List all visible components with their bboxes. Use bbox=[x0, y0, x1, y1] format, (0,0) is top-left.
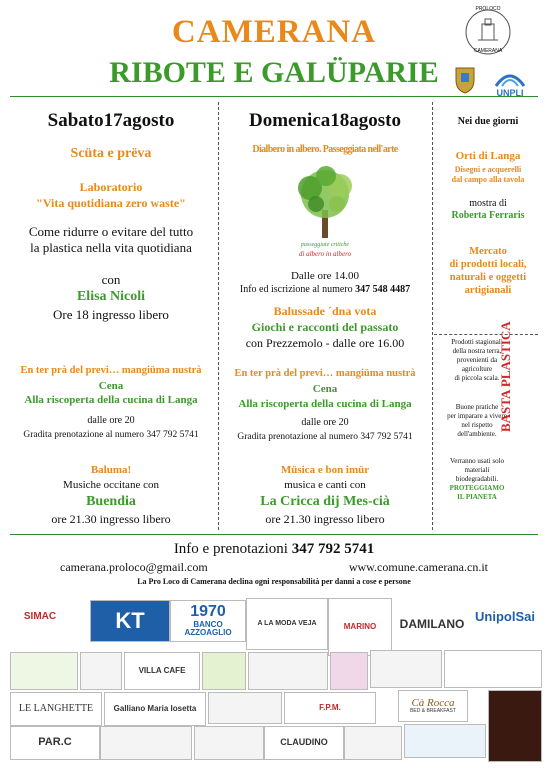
saturday-guest: Elisa Nicoli bbox=[76, 289, 146, 304]
sponsor-unipol-label: UnipolSai bbox=[475, 609, 535, 625]
sunday-games-with: con Prezzemolo - dalle ore 16.00 bbox=[245, 336, 405, 350]
poster-title: CAMERANA bbox=[171, 14, 377, 50]
sponsor-ca-rocca-sub: BED & BREAKFAST bbox=[410, 708, 456, 715]
saturday-dinner-time: dalle ore 20 bbox=[87, 415, 135, 426]
market-line-1: Mercato bbox=[469, 246, 507, 257]
saturday-dinner: Cena bbox=[98, 380, 124, 392]
protect-2: IL PIANETA bbox=[457, 493, 497, 501]
saturday-music-title: Baluma! bbox=[90, 464, 132, 476]
sponsor-marino-label: MARINO bbox=[343, 621, 377, 631]
proloco-logo bbox=[464, 8, 512, 56]
sponsor-langhette bbox=[10, 692, 102, 726]
sponsor-small-10 bbox=[194, 726, 264, 760]
plastic-text-10: Verranno usati solo bbox=[449, 457, 505, 465]
saturday-with: con bbox=[101, 272, 121, 287]
sponsor-simac-label: SIMAC bbox=[23, 610, 57, 622]
mostra-label: mostra di bbox=[469, 198, 507, 209]
sponsor-parc-label: PAR.C bbox=[38, 736, 72, 749]
orti-desc-1: Disegni e acquerelli bbox=[454, 165, 522, 174]
sunday-event1: Dialbero in albero. Passeggiata nell'arte bbox=[252, 144, 398, 155]
saturday-band-time: ore 21.30 ingresso libero bbox=[51, 512, 171, 526]
plastic-text-4: agricolture bbox=[461, 365, 493, 373]
orti-desc-2: dal campo alla tavola bbox=[451, 175, 525, 184]
sponsor-claudino-label: CLAUDINO bbox=[280, 737, 328, 748]
info-phone: 347 792 5741 bbox=[291, 541, 375, 557]
saturday-music-desc: Musiche occitane con bbox=[63, 479, 159, 491]
sunday-time: Dalle ore 14.00 bbox=[290, 270, 360, 282]
sunday-date: Domenica18agosto bbox=[249, 110, 401, 131]
tree-caption-1: passeggiate critiche bbox=[300, 242, 350, 248]
sponsor-claudino bbox=[264, 726, 344, 760]
market-line-4: artigianali bbox=[464, 285, 512, 296]
basta-plastica-vertical: BASTA PLASTICA bbox=[498, 321, 513, 432]
saturday-date: Sabato17agosto bbox=[47, 110, 175, 131]
sunday-signup-number: 347 548 4487 bbox=[355, 284, 411, 295]
sponsor-banco-year: 1970 bbox=[190, 603, 226, 621]
sponsor-damilano bbox=[396, 602, 468, 646]
orti-title: Orti di Langa bbox=[455, 150, 521, 162]
crest-icon bbox=[454, 64, 476, 94]
column-divider-left bbox=[218, 102, 219, 530]
tree-logo bbox=[282, 162, 368, 262]
tree-icon bbox=[282, 162, 368, 242]
sponsor-fpm bbox=[284, 692, 376, 724]
sponsor-small-4 bbox=[248, 652, 328, 690]
saturday-band: Buendia bbox=[86, 494, 136, 509]
unpli-icon bbox=[492, 64, 528, 90]
market-line-2: di prodotti locali, bbox=[449, 259, 527, 270]
sunday-signup: Info ed iscrizione al numero bbox=[239, 284, 353, 295]
website-link[interactable]: www.comune.camerana.cn.it bbox=[348, 560, 488, 574]
both-days-header: Nei due giorni bbox=[457, 116, 519, 127]
sunday-dinner-title: En ter prà del previ… mangiüma nustrà bbox=[234, 368, 416, 379]
sunday-signup-line bbox=[222, 284, 428, 295]
sponsor-ca-rocca bbox=[398, 690, 468, 722]
market-line-3: naturali e oggetti bbox=[449, 272, 527, 283]
sunday-band: La Cricca dij Mes-cià bbox=[260, 494, 390, 509]
protect-1: PROTEGGIAMO bbox=[449, 484, 505, 492]
poster-subtitle: RIBOTE E GALÜPARIE bbox=[109, 56, 439, 89]
unpli-label: UNPLI bbox=[496, 88, 524, 98]
column-divider-right bbox=[432, 102, 433, 530]
sunday-column bbox=[222, 102, 428, 532]
saturday-event1: Scüta e prëva bbox=[70, 146, 152, 161]
plastic-text-1: Prodotti stagionali bbox=[451, 338, 503, 346]
artist-name: Roberta Ferraris bbox=[451, 210, 525, 221]
info-label: Info e prenotazioni bbox=[173, 541, 288, 557]
plastic-text-11: materiali bbox=[464, 466, 490, 474]
sponsor-banco bbox=[170, 600, 246, 642]
sponsor-small-3 bbox=[202, 652, 246, 690]
sponsor-fpm-label: F.P.M. bbox=[319, 702, 341, 712]
sponsor-moda-label: A LA MODA VEJA bbox=[257, 620, 317, 628]
email-link[interactable]: camerana.proloco@gmail.com bbox=[60, 560, 208, 574]
sponsor-small-8 bbox=[208, 692, 282, 724]
unpli-logo bbox=[492, 64, 528, 100]
sponsor-galliano bbox=[104, 692, 206, 726]
sunday-dinner-time: dalle ore 20 bbox=[301, 417, 349, 428]
sponsor-small-7 bbox=[444, 650, 542, 688]
both-days-column bbox=[436, 102, 540, 532]
camerana-crest bbox=[454, 64, 476, 94]
sponsor-galliano-label: Galliano Maria Iosetta bbox=[113, 703, 197, 713]
sponsor-ca-rocca-label: Cà Rocca bbox=[411, 696, 455, 709]
sponsor-banco-1: BANCO bbox=[193, 620, 223, 629]
sponsor-grid bbox=[6, 592, 542, 762]
plastic-text-8: nel rispetto bbox=[461, 421, 493, 429]
sunday-dinner-booking: Gradita prenotazione al numero 347 792 5741 bbox=[237, 432, 413, 442]
plastic-text-7: per imparare a vivere bbox=[447, 412, 507, 420]
info-line bbox=[0, 541, 548, 558]
contact-line bbox=[60, 560, 488, 576]
sunday-music-desc: musica e canti con bbox=[284, 479, 366, 491]
sponsor-small-9 bbox=[100, 726, 192, 760]
saturday-dinner-sub: Alla riscoperta della cucina di Langa bbox=[24, 394, 198, 406]
sponsor-small-11 bbox=[344, 726, 402, 760]
sponsor-small-2 bbox=[80, 652, 122, 690]
sponsor-dark bbox=[488, 690, 542, 762]
plastic-text-2: della nostra terra, bbox=[452, 347, 502, 355]
sponsor-kt-label: KT bbox=[115, 608, 145, 634]
proloco-label-top: PROLOCO bbox=[475, 6, 501, 12]
sponsor-banco-2: AZZOAGLIO bbox=[184, 628, 232, 638]
saturday-guest-time: Ore 18 ingresso libero bbox=[53, 307, 169, 322]
middle-divider bbox=[10, 534, 538, 535]
sponsor-small-6 bbox=[370, 650, 442, 688]
sponsor-damilano-label: DAMILANO bbox=[399, 616, 465, 631]
saturday-lab-title: Laboratorio bbox=[79, 180, 143, 194]
plastic-text-3: provenienti da bbox=[456, 356, 498, 364]
sunday-music-title: Müsica e bon imür bbox=[280, 464, 370, 476]
saturday-desc-2: la plastica nella vita quotidiana bbox=[30, 240, 192, 255]
sunday-games-sub: Giochi e racconti del passato bbox=[251, 320, 399, 334]
top-divider bbox=[10, 96, 538, 97]
sponsor-simac bbox=[10, 606, 70, 628]
saturday-dinner-booking: Gradita prenotazione al numero 347 792 5741 bbox=[23, 430, 199, 440]
plastic-text-5: di piccola scala. bbox=[454, 374, 500, 382]
sponsor-small-12 bbox=[404, 724, 486, 758]
saturday-lab-subtitle: "Vita quotidiana zero waste" bbox=[36, 196, 186, 210]
proloco-label-bottom: CAMERANA bbox=[473, 48, 503, 54]
sponsor-unipol bbox=[470, 602, 540, 632]
saturday-column bbox=[8, 102, 214, 532]
plastic-text-12: biodegradabili. bbox=[455, 475, 499, 483]
sponsor-villa-label: VILLA CAFE bbox=[138, 665, 186, 675]
plastic-text-6: Buone pratiche bbox=[455, 403, 499, 411]
sponsor-marino bbox=[328, 598, 392, 656]
sponsor-langhette-label: LE LANGHETTE bbox=[18, 702, 94, 714]
sunday-band-time: ore 21.30 ingresso libero bbox=[265, 512, 385, 526]
sunday-games-title: Balussade ´dna vota bbox=[273, 304, 377, 318]
sponsor-kt bbox=[90, 600, 170, 642]
sponsor-moda bbox=[246, 598, 328, 650]
saturday-dinner-title: En ter prà del previ… mangiüma nustrà bbox=[20, 365, 202, 376]
disclaimer: La Pro Loco di Camerana declina ogni responsabilità per danni a cose e persone bbox=[137, 577, 411, 586]
saturday-desc-1: Come ridurre o evitare del tutto bbox=[28, 224, 194, 239]
sponsor-parc bbox=[10, 726, 100, 760]
tree-caption-2: di albero in albero bbox=[298, 250, 352, 258]
sponsor-villa bbox=[124, 652, 200, 690]
sponsor-small-5 bbox=[330, 652, 368, 690]
plastic-text-9: dell'ambiente. bbox=[457, 430, 497, 438]
sponsor-small-1 bbox=[10, 652, 78, 690]
sunday-dinner: Cena bbox=[312, 383, 338, 395]
sunday-dinner-sub: Alla riscoperta della cucina di Langa bbox=[238, 398, 412, 410]
